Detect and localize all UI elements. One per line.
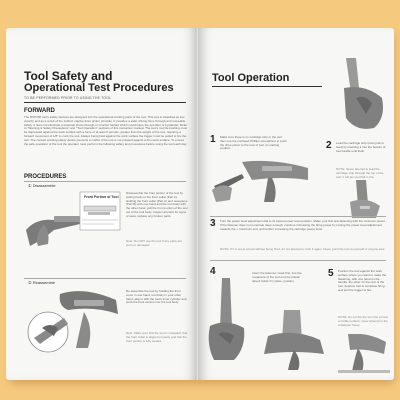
step-number-3: 3 xyxy=(210,218,216,229)
step3-note: NOTE: If it is set at a level without being fired, do not attempt to cock it again. Never point the tool at yourself or anyone else. xyxy=(220,248,386,251)
left-title-rule xyxy=(24,102,186,103)
step1-label xyxy=(28,184,56,188)
left-page xyxy=(6,28,198,380)
step-number-2: 2 xyxy=(326,140,332,151)
step1-note: Note: Do NOT use the tool if any parts are worn or damaged. xyxy=(126,240,182,247)
tool-vertical-illustration xyxy=(254,310,334,370)
step-text-1: Make sure there is no cartridge strip in the tool then use the enclosed Phillips screwdriver to push the drive piston to the rear of tool, its starting position. xyxy=(220,136,287,151)
procedures-rule xyxy=(24,181,186,182)
right-title-rule xyxy=(212,86,322,87)
tool-piston-illustration xyxy=(212,160,312,204)
left-subtitle: TO BE PERFORMED PRIOR TO USING THE TOOL xyxy=(24,96,112,100)
diagram-label: Front Portion of Tool xyxy=(84,195,119,199)
step-text-3: Turn the power level adjustment dial to its lowest power level position. Make your first test fastening with the minimum power. If the fastener does not penetrate deep enough, continue increasing the firing power by turning the power level adjustment towards the + maximum end, and further increasing the cartridge power level. xyxy=(220,220,386,231)
step1-text: Disassemble the front portion of the tool by pulling back on the front collar (Part A). Holding the front collar (Part A) and nosepiece (Part B) with one hand and the tool body with the other hand, pull the front portion of the tool out of the tool body. Inspect all parts for signs of wear, replace any broken parts. xyxy=(126,192,188,218)
fastener-insert-illustration xyxy=(204,278,250,362)
forward-heading: FORWARD xyxy=(24,108,55,114)
firing-illustration xyxy=(338,334,390,374)
reassemble-illustration xyxy=(24,288,122,358)
step2-text: Re-assemble the tool by holding the front cover in one hand, tool body in your other hand, align it with the tool's inner cylinder and push the front section into the tool body. xyxy=(126,290,187,305)
tool-hand-illustration-top xyxy=(326,58,392,138)
right-page xyxy=(198,28,394,380)
left-title-line1: Tool Safety and xyxy=(24,69,113,83)
step2-label xyxy=(28,281,55,285)
right-title: Tool Operation xyxy=(212,72,290,84)
step-number-4: 4 xyxy=(210,266,216,277)
step2-label-text: Reassemble xyxy=(32,280,55,285)
step1-circle-number: ① xyxy=(28,183,32,188)
step-text-4: Insert the fastener, head first, into the nosepiece of the tool and the plastic detent holds it in place, position. xyxy=(252,272,302,283)
step-number-1: 1 xyxy=(210,134,216,145)
cartridge-load-illustration xyxy=(346,180,390,220)
step2-right-note: NOTE: Never attempt to load the cartridge strip through the top of the tool; it will jam and fail to fire. xyxy=(336,168,384,179)
step1-label-text: Disassemble xyxy=(32,183,56,188)
procedures-heading: PROCEDURES xyxy=(24,174,67,180)
step5-note: NOTE: Do not fire the tool into a hard or brittle surface; never attempt to fire a fastener freely. xyxy=(338,316,388,327)
step2-note: Note: Make sure that the tool is unloaded, that the front collar is aligned properly and that the front portion is fully seated. xyxy=(126,332,188,343)
disassemble-illustration xyxy=(24,190,122,252)
open-booklet xyxy=(6,28,394,380)
left-title-line2: Operational Test Procedures xyxy=(24,82,174,94)
step-text-5: Position the tool against the work surface where you want to make the fastening, with one hand on the handle, the other on the rear of the tool, depress tool to complete firing and pull the trigger to fire. xyxy=(338,270,387,292)
background-top xyxy=(0,0,400,28)
step2-circle-number: ② xyxy=(28,280,32,285)
forward-text: The DXP150 tool's safety devices are designed into the operational working parts of the tool. This tool is classified as low velocity and as a result of the indirect captive drive piston principle. It provides a safer driving force through and moveable safety. It does not eliminate a potential shoot-through or ricochet hazard which could injure the operator or bystander. Refer to "Warning & Safety Precautions" and "Tool Operation" sections of this instruction manual. The tool's muzzle bushing must be depressed against the work surface with a force of at least 5 pounds, greater than the weight of the tool, requiring a forward movement of 1/8" to cock the tool. Always being held against the work surface the trigger must be pulled to fire the tool. The contact pointing safety device prevents a misfire if the tool is not pressed against a firm work surface. To ensure the safe operation of the tool the operator must perform the following safety test procedures before using the tool each day. xyxy=(24,116,188,146)
step-text-2: Load the cartridge strip (using tab to feed) by inserting it into the bottom of tool handle until flush. xyxy=(336,142,386,153)
right-step-divider-2 xyxy=(210,260,386,261)
step-number-5: 5 xyxy=(328,268,334,279)
right-step-divider xyxy=(210,216,386,217)
step-divider xyxy=(24,278,186,279)
